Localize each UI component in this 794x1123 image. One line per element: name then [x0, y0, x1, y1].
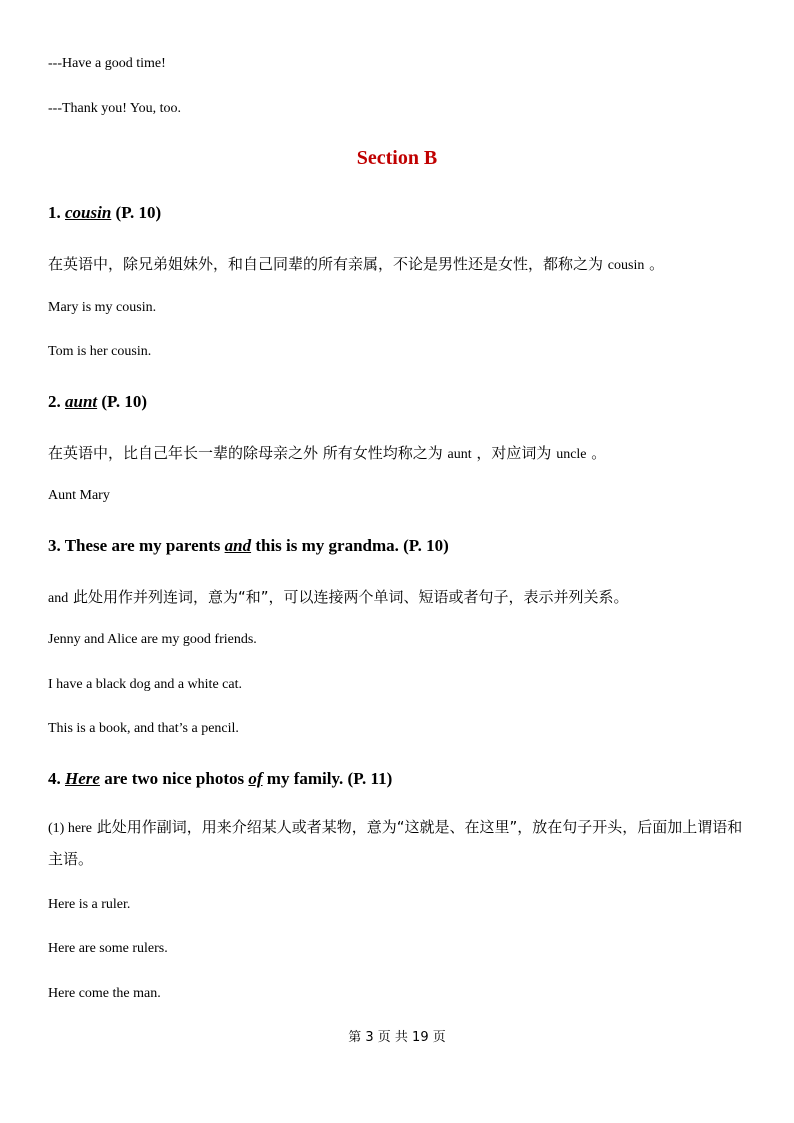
- explanation-term: (1) here: [48, 821, 92, 836]
- item-2-explanation: [48, 442, 606, 463]
- keyword: of: [248, 769, 263, 788]
- explanation-term: and: [48, 591, 69, 606]
- example-sentence: Here is a ruler.: [48, 897, 131, 912]
- item-number: 2.: [48, 392, 65, 411]
- explanation-text: 在英语中，比自己年长一辈的除母亲之外 所有女性均称之为: [48, 444, 448, 462]
- example-sentence: Tom is her cousin.: [48, 344, 152, 359]
- section-title: Section B: [356, 147, 438, 169]
- example-sentence: I have a black dog and a white cat.: [48, 677, 242, 692]
- explanation-text: 在英语中，除兄弟姐妹外，和自己同辈的所有亲属，不论是男性还是女性，都称之为: [48, 255, 608, 273]
- example-sentence: Jenny and Alice are my good friends.: [48, 632, 257, 647]
- explanation-text: 此处用作副词，用来介绍某人或者某物，意为“这就是、在这里”，放在句子开头，后面加上谓语和主语。: [48, 818, 743, 868]
- explanation-term: cousin: [607, 258, 645, 273]
- dialogue-line-2: ---Thank you! You, too.: [48, 101, 181, 116]
- example-sentence: Mary is my cousin.: [48, 300, 157, 315]
- item-3-heading: [48, 536, 449, 556]
- explanation-term: uncle: [556, 447, 587, 462]
- explanation-text: 此处用作并列连词，意为“和”，可以连接两个单词、短语或者句子，表示并列关系。: [68, 588, 629, 606]
- heading-text: this is my grandma. (P. 10): [251, 536, 449, 555]
- page-ref: (P. 10): [97, 392, 148, 411]
- item-2-heading: [48, 392, 147, 412]
- explanation-term: aunt: [447, 447, 472, 462]
- item-1-explanation: [48, 253, 664, 274]
- explanation-text: 。: [644, 255, 665, 273]
- page-ref: (P. 10): [111, 203, 162, 222]
- page-footer: 第 3 页 共 19 页: [348, 1030, 446, 1045]
- item-number: 1.: [48, 203, 65, 222]
- dialogue-line-1: ---Have a good time!: [48, 56, 166, 71]
- heading-text: my family. (P. 11): [262, 769, 393, 788]
- item-number: 4.: [48, 769, 65, 788]
- explanation-text: ，对应词为: [471, 444, 557, 462]
- example-sentence: Aunt Mary: [48, 488, 110, 503]
- keyword: cousin: [65, 203, 112, 222]
- item-4-explanation: [48, 812, 748, 875]
- keyword: aunt: [65, 392, 98, 411]
- example-sentence: Here come the man.: [48, 986, 161, 1001]
- example-sentence: Here are some rulers.: [48, 941, 168, 956]
- keyword: Here: [65, 769, 100, 788]
- item-3-explanation: [48, 586, 629, 607]
- heading-text: 3. These are my parents: [48, 536, 225, 555]
- item-4-heading: [48, 769, 392, 789]
- keyword: and: [224, 536, 252, 555]
- heading-text: are two nice photos: [99, 769, 249, 788]
- example-sentence: This is a book, and that’s a pencil.: [48, 721, 239, 736]
- explanation-text: 。: [586, 444, 607, 462]
- item-1-heading: [48, 203, 161, 223]
